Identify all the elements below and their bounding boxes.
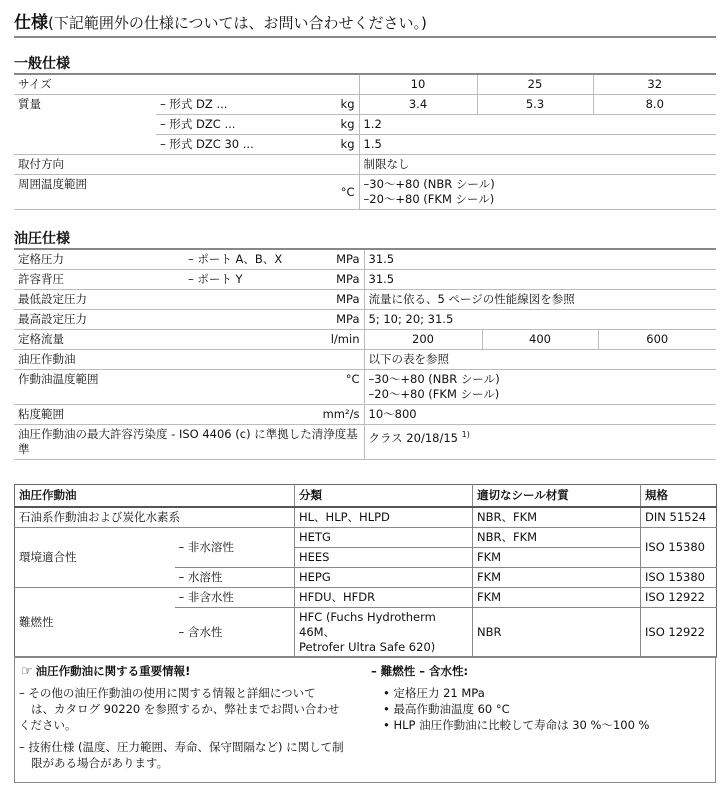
- fr-seal: FKM: [473, 588, 641, 608]
- contamination-row: [14, 425, 716, 460]
- visc-label: 粘度範囲: [14, 405, 294, 425]
- env-class: HEPG: [295, 568, 473, 588]
- row-label: 許容背圧: [14, 270, 184, 290]
- min-pressure-row: [14, 290, 716, 310]
- note-item: – その他の油圧作動油の使用に関する情報と詳細について は、カタログ 90220 を参照するか、弊社までお問い合わせ ください。: [19, 686, 340, 732]
- note-bullet: • 定格圧力 21 MPa: [383, 686, 485, 700]
- table-row: [15, 528, 717, 548]
- ambient-label: 周囲温度範囲: [14, 175, 286, 210]
- env-std: ISO 15380: [641, 568, 717, 588]
- row-value: 5; 10; 20; 31.5: [364, 310, 716, 330]
- max-pressure-row: [14, 310, 716, 330]
- backpressure-row: [14, 270, 716, 290]
- env-name: 環境適合性: [15, 528, 175, 588]
- port-label: – ポート Y: [184, 270, 294, 290]
- pointing-hand-icon: ☞: [21, 664, 33, 679]
- flow-value: 600: [598, 330, 716, 350]
- mineral-std: DIN 51524: [641, 507, 717, 528]
- flow-unit: l/min: [294, 330, 364, 350]
- mass-value: 8.0: [593, 95, 716, 115]
- row-label: 最低設定圧力: [14, 290, 294, 310]
- pressure-row: [14, 250, 716, 270]
- flow-value: 400: [482, 330, 598, 350]
- viscosity-row: [14, 405, 716, 425]
- mass-value: 3.4: [359, 95, 477, 115]
- mass-model: – 形式 DZC ...: [156, 115, 286, 135]
- fluidtemp-value: –30〜+80 (NBR シール) –20〜+80 (FKM シール): [364, 370, 716, 405]
- row-value: 31.5: [364, 270, 716, 290]
- size-row: [14, 75, 716, 95]
- fr-class: HFDU、HFDR: [295, 588, 473, 608]
- fr-std: ISO 12922: [641, 588, 717, 608]
- fluid-label: 油圧作動油: [14, 350, 364, 370]
- size-25: 25: [477, 75, 593, 95]
- mineral-class: HL、HLP、HLPD: [295, 507, 473, 528]
- contam-value: クラス 20/18/15 $^{1)}$: [364, 425, 716, 460]
- visc-value: 10〜800: [364, 405, 716, 425]
- flow-label: 定格流量: [14, 330, 294, 350]
- fr-anhydrous: – 非含水性: [175, 588, 295, 608]
- table-row: [15, 507, 717, 528]
- important-notes: [14, 656, 716, 783]
- note-item: – 技術仕様 (温度、圧力範囲、寿命、保守間隔など) に関して制 限がある場合があります。: [19, 740, 344, 770]
- mounting-label: 取付方向: [14, 155, 359, 175]
- mass-label: 質量: [14, 95, 156, 155]
- mineral-seal: NBR、FKM: [473, 507, 641, 528]
- fluidtemp-row: [14, 370, 716, 405]
- visc-unit: mm²/s: [294, 405, 364, 425]
- env-class: HEES: [295, 548, 473, 568]
- fr-seal: NBR: [473, 608, 641, 658]
- ambient-unit: °C: [286, 175, 359, 210]
- mass-model: – 形式 DZ ...: [156, 95, 286, 115]
- ambient-value: –30〜+80 (NBR シール) –20〜+80 (FKM シール): [359, 175, 716, 210]
- unit-label: MPa: [294, 250, 364, 270]
- notes-right-heading: – 難燃性 – 含水性:: [371, 664, 469, 678]
- fluid-table: [14, 484, 717, 658]
- mass-unit: kg: [286, 95, 359, 115]
- footnote-mark: 1): [461, 430, 470, 439]
- unit-label: MPa: [294, 310, 364, 330]
- mass-row: [14, 95, 716, 115]
- fr-class: HFC (Fuchs Hydrotherm 46M、 Petrofer Ultra Safe 620): [295, 608, 473, 658]
- port-label: – ポート A、B、X: [184, 250, 294, 270]
- row-value: 流量に依る、5 ページの性能線図を参照: [364, 290, 716, 310]
- hydraulic-heading: 油圧仕様: [14, 231, 70, 247]
- env-seal: FKM: [473, 548, 641, 568]
- fluidtemp-unit: °C: [294, 370, 364, 405]
- header-seal: 適切なシール材質: [473, 485, 641, 508]
- mass-unit: kg: [286, 115, 359, 135]
- mineral-name: 石油系作動油および炭化水素系: [15, 507, 295, 528]
- fluid-value: 以下の表を参照: [364, 350, 716, 370]
- env-insoluble: – 非水溶性: [175, 528, 295, 568]
- notes-heading: ☞ 油圧作動油に関する重要情報!: [21, 664, 191, 679]
- env-soluble: – 水溶性: [175, 568, 295, 588]
- general-heading: 一般仕様: [14, 56, 70, 72]
- fr-std: ISO 12922: [641, 608, 717, 658]
- mass-value: 1.5: [359, 135, 716, 155]
- header-class: 分類: [295, 485, 473, 508]
- general-spec-table: [14, 75, 716, 210]
- page-subtitle: (下記範囲外の仕様については、お問い合わせください。): [48, 14, 427, 32]
- mass-value: 1.2: [359, 115, 716, 135]
- note-bullet: • HLP 油圧作動油に比較して寿命は 30 %〜100 %: [383, 718, 650, 732]
- fr-name: 難燃性: [15, 588, 175, 658]
- unit-label: MPa: [294, 270, 364, 290]
- fluid-header-row: [15, 485, 717, 508]
- header-fluid: 油圧作動油: [15, 485, 295, 508]
- table-row: [15, 588, 717, 608]
- page-title: 仕様(下記範囲外の仕様については、お問い合わせください。): [14, 13, 427, 33]
- mass-model: – 形式 DZC 30 ...: [156, 135, 286, 155]
- flow-value: 200: [364, 330, 482, 350]
- mass-value: 5.3: [477, 95, 593, 115]
- env-seal: FKM: [473, 568, 641, 588]
- row-label: 最高設定圧力: [14, 310, 294, 330]
- mounting-value: 制限なし: [359, 155, 716, 175]
- row-value: 31.5: [364, 250, 716, 270]
- env-std: ISO 15380: [641, 528, 717, 568]
- note-bullet: • 最高作動油温度 60 °C: [383, 702, 510, 716]
- fluidtemp-label: 作動油温度範囲: [14, 370, 294, 405]
- title-divider: [14, 36, 716, 38]
- mounting-row: [14, 155, 716, 175]
- hydraulic-spec-table: [14, 250, 716, 460]
- size-10: 10: [359, 75, 477, 95]
- unit-label: MPa: [294, 290, 364, 310]
- notes-left: [19, 685, 359, 771]
- env-seal: NBR、FKM: [473, 528, 641, 548]
- row-label: 定格圧力: [14, 250, 184, 270]
- size-32: 32: [593, 75, 716, 95]
- header-std: 規格: [641, 485, 717, 508]
- contam-label: 油圧作動油の最大許容汚染度 - ISO 4406 (c) に準拠した清浄度基準: [14, 425, 364, 460]
- size-label: サイズ: [14, 75, 359, 95]
- fluid-row: [14, 350, 716, 370]
- flow-row: [14, 330, 716, 350]
- env-class: HETG: [295, 528, 473, 548]
- notes-right: [383, 685, 650, 733]
- fr-hydrous: – 含水性: [175, 608, 295, 658]
- ambient-row: [14, 175, 716, 210]
- mass-unit: kg: [286, 135, 359, 155]
